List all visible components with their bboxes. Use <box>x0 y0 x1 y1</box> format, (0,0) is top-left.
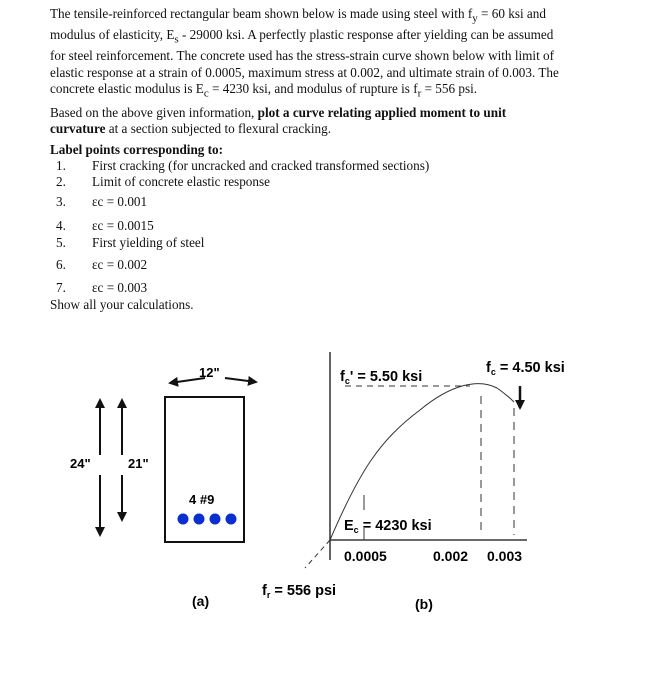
list-text: εc = 0.003 <box>92 280 148 295</box>
intro-line-3: for steel reinforcement. The concrete used has the stress-strain curve shown below with limit of <box>50 48 555 64</box>
label-heading: Label points corresponding to: <box>50 142 224 157</box>
stress-strain-diagram <box>262 352 565 612</box>
fc-prime-label: $f_c' = 5.50$ ksi <box>340 369 423 386</box>
task-pre: Based on the above given information, <box>50 105 258 120</box>
list-number: 4. <box>56 218 66 233</box>
width-label: 12" <box>199 365 220 380</box>
intro-line-1: The tensile-reinforced rectangular beam shown below is made using steel with f <box>50 6 473 21</box>
intro-line-5a: concrete elastic modulus is E <box>50 80 204 96</box>
list-text: First yielding of steel <box>92 235 205 250</box>
intro-line-4: elastic response at a strain of 0.0005, maximum stress at 0.002, and ultimate strain of 0.003. The <box>50 64 559 80</box>
list-number: 2. <box>56 174 66 189</box>
fy-subscript: y <box>472 12 478 25</box>
fr-label: $f_r = 556$ psi <box>262 583 337 600</box>
task-bold-1: plot a curve relating applied moment to unit <box>257 105 507 120</box>
rebar-bar <box>178 514 189 525</box>
rebar-bar <box>226 514 237 525</box>
intro-line-5b: = 4230 ksi, and modulus of rupture is f <box>208 80 418 96</box>
figure-a-caption: (a) <box>192 593 210 609</box>
strain-label-0.003: 0.003 <box>487 548 523 564</box>
stress-strain-curve <box>330 384 514 540</box>
task-bold-2: curvature <box>50 121 106 137</box>
intro-line-1-end: = 60 ksi and <box>477 6 546 21</box>
list-number: 3. <box>56 194 66 209</box>
list-text: εc = 0.0015 <box>92 218 154 233</box>
fc-ultimate-label: $f_c = 4.50$ ksi <box>486 360 565 377</box>
list-number: 5. <box>56 235 66 250</box>
intro-line-2b: - 29000 ksi. A perfectly plastic response after yielding can be assumed <box>178 27 554 43</box>
task-post: at a section subjected to flexural cracking. <box>105 121 331 137</box>
intro-line-2a: modulus of elasticity, E <box>50 27 175 43</box>
width-dimension-line <box>225 378 256 382</box>
list-number: 1. <box>56 158 66 173</box>
intro-line-5c: = 556 psi. <box>421 80 478 96</box>
rebar-label: 4 #9 <box>189 492 215 507</box>
ec-label: $E_c = 4230$ ksi <box>344 518 432 535</box>
height-label: 24" <box>70 456 91 471</box>
list-text: εc = 0.001 <box>92 194 148 209</box>
beam-cross-section <box>70 365 256 609</box>
list-number: 6. <box>56 257 66 272</box>
rebar-bar <box>210 514 221 525</box>
list-text: Limit of concrete elastic response <box>92 174 270 189</box>
list-text: εc = 0.002 <box>92 257 148 272</box>
figure-b-caption: (b) <box>415 596 433 612</box>
list-text: First cracking (for uncracked and cracked transformed sections) <box>92 158 430 173</box>
es-subscript: s <box>174 33 179 46</box>
list-number: 7. <box>56 280 66 295</box>
compression-tension-line <box>305 540 330 568</box>
depth-label: 21" <box>128 456 149 471</box>
closing-instruction: Show all your calculations. <box>50 297 194 312</box>
strain-label-0.002: 0.002 <box>433 548 469 564</box>
ec-subscript: c <box>203 87 209 100</box>
fr-subscript: r <box>417 87 422 100</box>
strain-label-0.0005: 0.0005 <box>344 548 387 564</box>
rebar-bar <box>194 514 205 525</box>
